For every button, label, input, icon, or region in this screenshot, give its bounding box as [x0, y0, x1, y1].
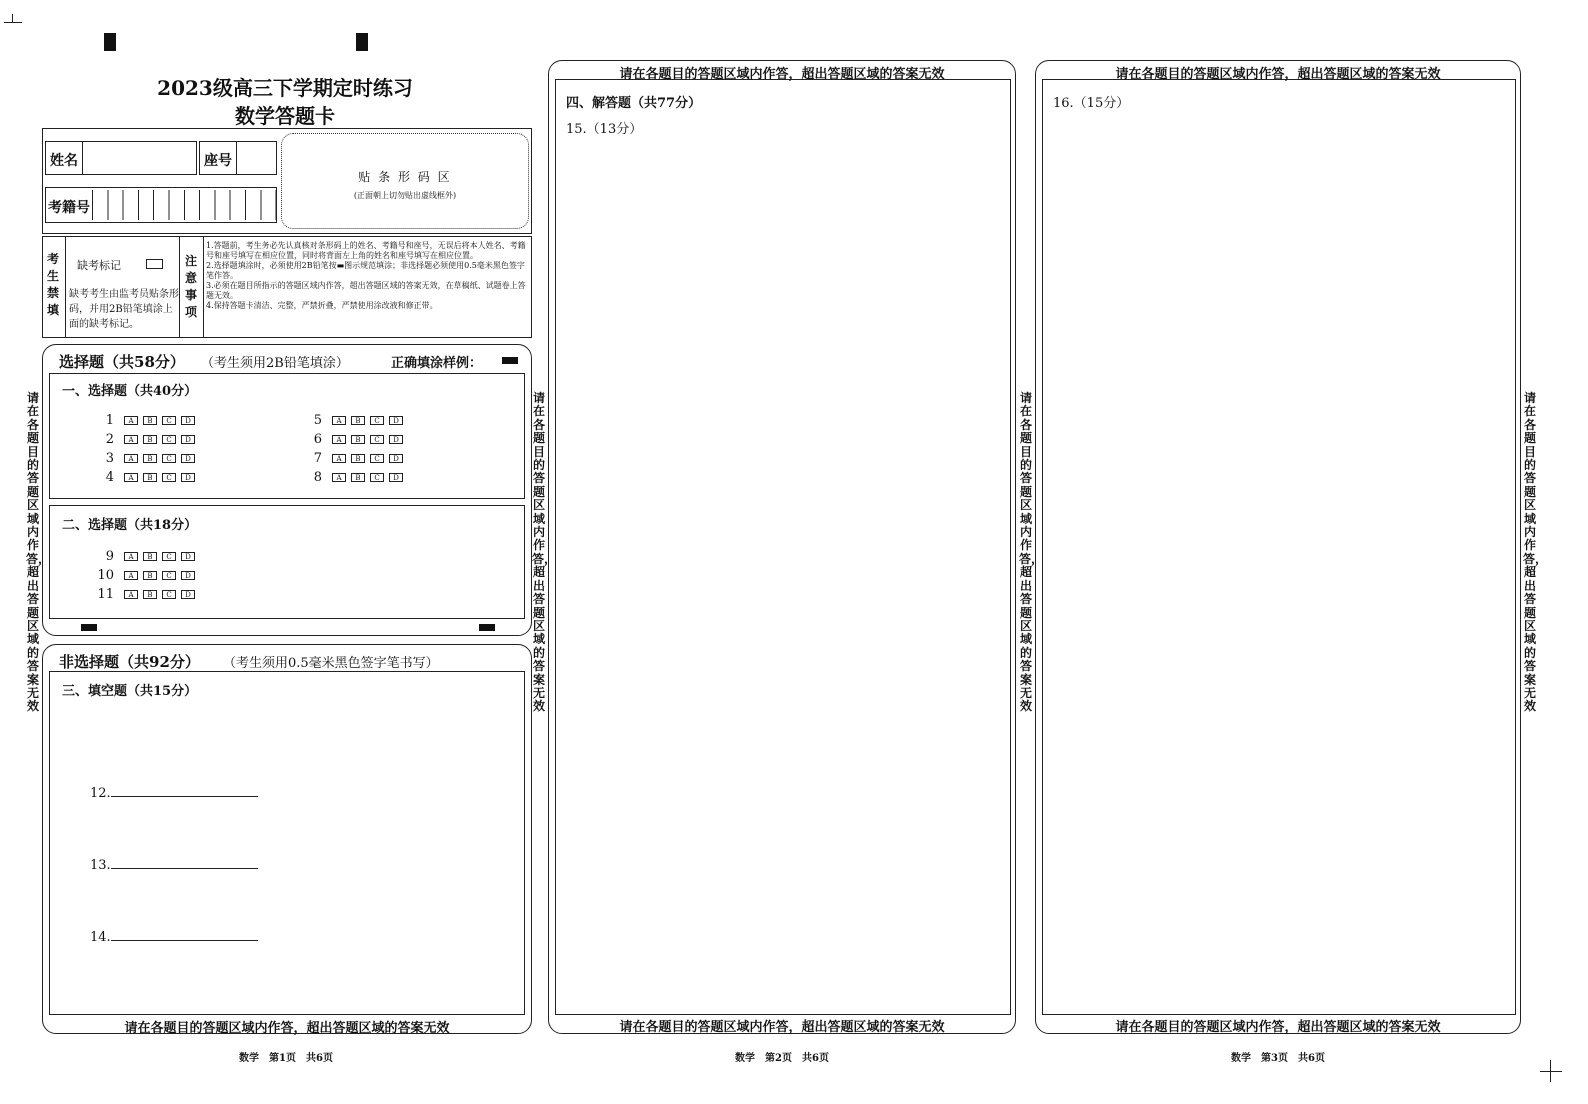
- option-c[interactable]: C: [370, 454, 384, 463]
- question-row: 10 A B C D: [96, 567, 200, 585]
- alignment-mark: [356, 33, 368, 51]
- boundary-notice: 请在各题目的答题区域内作答，超出答题区域的答案无效: [1115, 67, 1441, 82]
- seat-label: 座号: [204, 153, 232, 169]
- notice-side-label: 注意事项: [184, 254, 197, 319]
- name-field[interactable]: [45, 141, 197, 175]
- option-a[interactable]: A: [124, 454, 138, 463]
- alignment-mark: [104, 33, 116, 51]
- boundary-notice: 请在各题目的答题区域内作答，超出答题区域的答案无效: [1115, 1020, 1441, 1035]
- option-b[interactable]: B: [143, 473, 157, 482]
- option-d[interactable]: D: [181, 571, 195, 580]
- fill-sample-label: 正确填涂样例：: [391, 356, 483, 371]
- blank-12[interactable]: 12.: [90, 784, 258, 801]
- option-d[interactable]: D: [389, 416, 403, 425]
- question-row: 6 A B C D: [304, 431, 408, 449]
- option-a[interactable]: A: [124, 416, 138, 425]
- choice-header-note: （考生须用2B铅笔填涂）: [201, 356, 349, 371]
- option-a[interactable]: A: [332, 454, 346, 463]
- blank-14[interactable]: 14.: [90, 928, 258, 945]
- option-b[interactable]: B: [143, 590, 157, 599]
- exam-id-field[interactable]: [45, 187, 277, 223]
- option-b[interactable]: B: [143, 416, 157, 425]
- option-b[interactable]: B: [143, 552, 157, 561]
- option-c[interactable]: C: [370, 473, 384, 482]
- vertical-notice: 请在各题目的答题区域内作答，超出答题区域的答案无效: [1523, 391, 1548, 714]
- question-row: 7 A B C D: [304, 450, 408, 468]
- option-a[interactable]: A: [124, 571, 138, 580]
- choice-part2-box: [49, 505, 525, 619]
- barcode-note: (正面朝上切勿贴出虚线框外): [353, 191, 457, 200]
- option-d[interactable]: D: [389, 473, 403, 482]
- answer-page-2: [548, 60, 1016, 1034]
- choice-header-title: 选择题（共58分）: [59, 353, 185, 371]
- seat-field[interactable]: [199, 141, 277, 175]
- choice-part2-title: 二、选择题（共18分）: [62, 518, 198, 533]
- boundary-notice: 请在各题目的答题区域内作答，超出答题区域的答案无效: [124, 1021, 450, 1036]
- absent-desc: 缺考考生由监考员贴条形码，并用2B铅笔填涂上面的缺考标记。: [69, 289, 179, 330]
- exam-id-digit-cells: [92, 190, 276, 220]
- option-b[interactable]: B: [351, 473, 365, 482]
- exam-id-label: 考籍号: [48, 200, 90, 216]
- absent-mark-box[interactable]: [146, 259, 163, 269]
- notice-item: 3.必须在题目所指示的答题区域内作答，超出答题区域的答案无效，在草稿纸、试题卷上答题无效。: [206, 281, 526, 300]
- question-row: 3 A B C D: [96, 450, 200, 468]
- option-a[interactable]: A: [124, 590, 138, 599]
- choice-part1-title: 一、选择题（共40分）: [62, 384, 198, 399]
- option-c[interactable]: C: [162, 416, 176, 425]
- option-b[interactable]: B: [351, 416, 365, 425]
- vertical-notice: 请在各题目的答题区域内作答，超出答题区域的答案无效: [26, 391, 51, 714]
- option-a[interactable]: A: [332, 435, 346, 444]
- blank-13[interactable]: 13.: [90, 856, 258, 873]
- crop-mark-bottom-right: [1540, 1071, 1562, 1072]
- absent-mark-label: 缺考标记: [77, 259, 121, 272]
- option-c[interactable]: C: [162, 473, 176, 482]
- name-label: 姓名: [50, 153, 78, 169]
- nonchoice-section: [42, 644, 532, 1034]
- option-c[interactable]: C: [162, 435, 176, 444]
- fill-blank-title: 三、填空题（共15分）: [62, 684, 198, 699]
- page-footer: 数学 第1页 共6页: [239, 1053, 333, 1064]
- nonchoice-header-title: 非选择题（共92分）: [59, 653, 200, 671]
- option-d[interactable]: D: [181, 590, 195, 599]
- barcode-title: 贴 条 形 码 区: [358, 170, 452, 184]
- question-row: 1 A B C D: [96, 412, 200, 430]
- option-d[interactable]: D: [389, 435, 403, 444]
- alignment-mark: [81, 624, 97, 631]
- option-c[interactable]: C: [162, 552, 176, 561]
- option-a[interactable]: A: [332, 416, 346, 425]
- option-c[interactable]: C: [370, 435, 384, 444]
- crop-mark-top-left-v: [12, 14, 13, 23]
- notice-item: 4.保持答题卡清洁、完整，严禁折叠，严禁使用涂改液和修正带。: [206, 301, 438, 310]
- fill-blank-box: [49, 671, 525, 1015]
- option-c[interactable]: C: [162, 590, 176, 599]
- question-15-label: 15.（13分）: [566, 122, 643, 137]
- fill-sample-mark: [502, 357, 518, 364]
- notice-list: [206, 241, 528, 311]
- option-a[interactable]: A: [124, 435, 138, 444]
- page-footer: 数学 第3页 共6页: [1231, 1053, 1325, 1064]
- student-info-block: [42, 128, 532, 234]
- option-d[interactable]: D: [181, 552, 195, 561]
- question-row: 4 A B C D: [96, 469, 200, 487]
- question-row: 2 A B C D: [96, 431, 200, 449]
- option-d[interactable]: D: [181, 416, 195, 425]
- answer-area-16[interactable]: [1042, 79, 1516, 1015]
- option-d[interactable]: D: [181, 454, 195, 463]
- answer-page-3: [1035, 60, 1521, 1034]
- absent-side-label: 考生禁填: [46, 252, 59, 317]
- alignment-mark: [479, 624, 495, 631]
- part4-title: 四、解答题（共77分）: [566, 96, 702, 111]
- option-a[interactable]: A: [124, 473, 138, 482]
- boundary-notice: 请在各题目的答题区域内作答，超出答题区域的答案无效: [619, 1020, 945, 1035]
- vertical-notice: 请在各题目的答题区域内作答，超出答题区域的答案无效: [1019, 391, 1044, 714]
- option-d[interactable]: D: [389, 454, 403, 463]
- option-b[interactable]: B: [143, 435, 157, 444]
- page-title: 2023级高三下学期定时练习: [157, 76, 413, 100]
- notice-item: 2.选择题填涂时，必须使用2B铅笔按▬图示规范填涂；非选择题必须使用0.5毫米黑色签字笔作答。: [206, 261, 525, 280]
- option-a[interactable]: A: [124, 552, 138, 561]
- choice-section: [42, 344, 532, 636]
- question-row: 11 A B C D: [96, 586, 200, 604]
- barcode-area: [281, 133, 529, 229]
- option-b[interactable]: B: [351, 454, 365, 463]
- option-b[interactable]: B: [143, 454, 157, 463]
- question-row: 5 A B C D: [304, 412, 408, 430]
- crop-mark-bottom-right-v: [1550, 1060, 1551, 1082]
- page-subtitle: 数学答题卡: [235, 104, 335, 128]
- answer-area-15[interactable]: [555, 79, 1011, 1015]
- option-c[interactable]: C: [162, 454, 176, 463]
- option-c[interactable]: C: [162, 571, 176, 580]
- vertical-notice: 请在各题目的答题区域内作答，超出答题区域的答案无效: [532, 391, 557, 714]
- option-d[interactable]: D: [181, 435, 195, 444]
- crop-mark-top-left: [4, 22, 22, 23]
- question-row: 8 A B C D: [304, 469, 408, 487]
- option-b[interactable]: B: [143, 571, 157, 580]
- choice-part1-box: [49, 373, 525, 499]
- option-a[interactable]: A: [332, 473, 346, 482]
- option-c[interactable]: C: [370, 416, 384, 425]
- nonchoice-header-note: （考生须用0.5毫米黑色签字笔书写）: [223, 656, 439, 671]
- question-16-label: 16.（15分）: [1053, 96, 1130, 111]
- absent-notice-block: [42, 236, 532, 338]
- option-b[interactable]: B: [351, 435, 365, 444]
- page-footer: 数学 第2页 共6页: [735, 1053, 829, 1064]
- boundary-notice: 请在各题目的答题区域内作答，超出答题区域的答案无效: [619, 67, 945, 82]
- question-row: 9 A B C D: [96, 548, 200, 566]
- notice-item: 1.答题前，考生务必先认真核对条形码上的姓名、考籍号和座号，无误后将本人姓名、考籍号和座号填写在相应位置，同时将背面左上角的姓名和座号填写在相应位置。: [206, 241, 526, 260]
- option-d[interactable]: D: [181, 473, 195, 482]
